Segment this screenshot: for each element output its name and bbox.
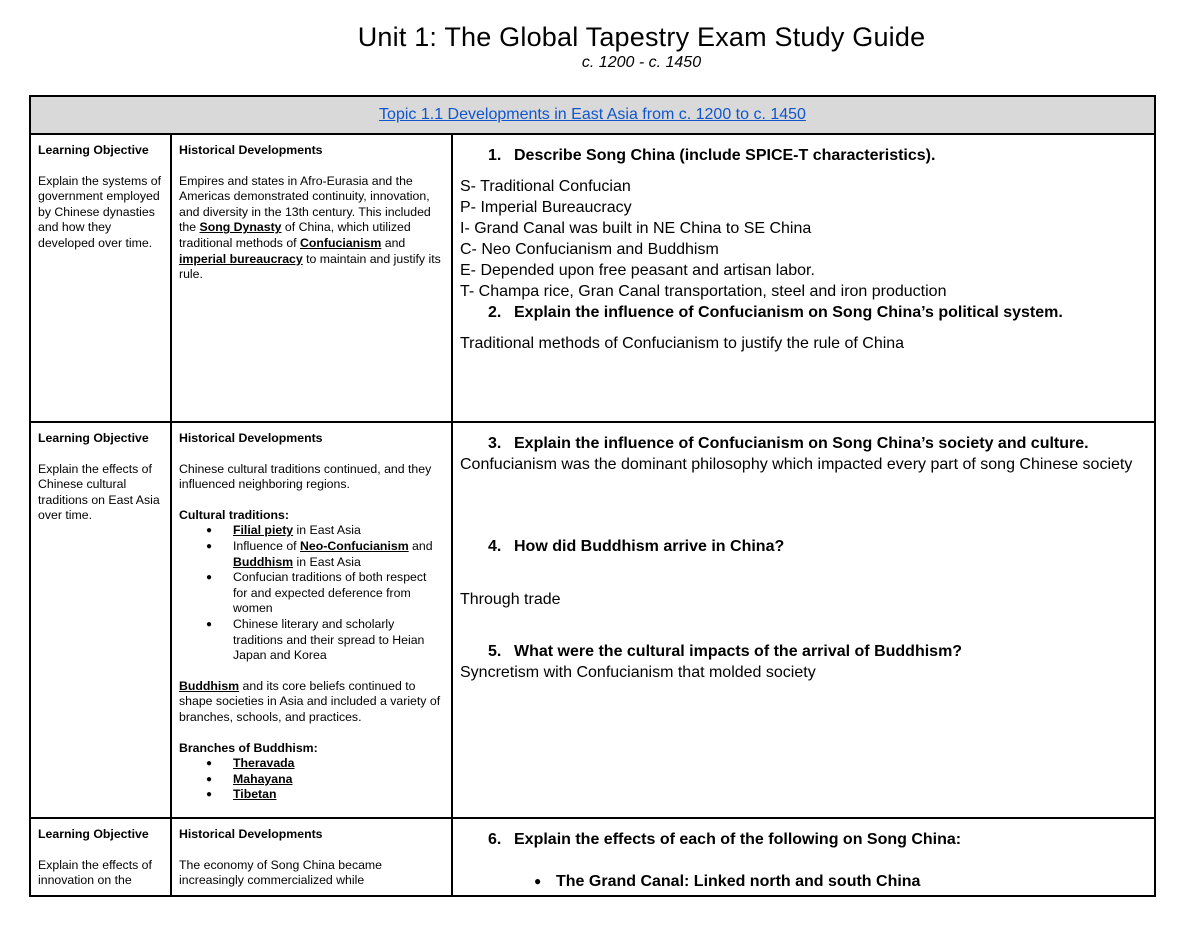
answer-4: Through trade (460, 591, 561, 608)
page-subtitle: c. 1200 - c. 1450 (581, 54, 702, 71)
topic-link[interactable]: Topic 1.1 Developments in East Asia from c. 1200 to c. 1450 (379, 106, 806, 123)
learning-objective-text: Explain the effects of innovation on the (38, 857, 152, 888)
spice-t-answer (460, 176, 1146, 302)
page-title: Unit 1: The Global Tapestry Exam Study Guide (357, 22, 926, 52)
question-6: 6. Explain the effects of each of the following on Song China: (488, 831, 962, 848)
historical-developments-heading: Historical Developments (179, 827, 323, 841)
question-5: 5. What were the cultural impacts of the arrival of Buddhism? (488, 643, 963, 660)
answer-2: Traditional methods of Confucianism to justify the rule of China (460, 335, 905, 352)
topic-header (30, 96, 1155, 134)
learning-objective-heading: Learning Objective (38, 143, 149, 157)
answer-line: P- Imperial Bureaucracy (460, 199, 632, 216)
branches-heading: Branches of Buddhism: (179, 740, 318, 755)
cultural-traditions-heading: Cultural traditions: (179, 507, 289, 522)
learning-objective-text: Explain the systems of government employed by Chinese dynasties and how they developed over time. (38, 173, 162, 250)
branches-list (179, 756, 444, 803)
learning-objective-cell (30, 134, 171, 422)
questions-cell (452, 422, 1155, 818)
learning-objective-heading: Learning Objective (38, 431, 149, 445)
answer-5: Syncretism with Confucianism that molded society (460, 664, 816, 681)
historical-developments-cell (171, 422, 452, 818)
study-guide-table (29, 95, 1156, 897)
questions-cell (452, 134, 1155, 422)
question-1: 1. Describe Song China (include SPICE-T characteristics). (488, 147, 936, 164)
question-4: 4. How did Buddhism arrive in China? (488, 538, 785, 555)
historical-developments-cell (171, 134, 452, 422)
list-item: ● Chinese literary and scholarly traditions and their spread to Heian Japan and Korea (233, 617, 444, 664)
list-item: ● Mahayana (233, 772, 444, 788)
historical-developments-text: Empires and states in Afro-Eurasia and the Americas demonstrated continuity, innovation, and diversity in the 13th century. This included the Song Dynasty of China, which utilized traditional methods of Confucianism and imperial bureaucracy to maintain and justify its rule. (179, 173, 441, 282)
historical-developments-cell (171, 818, 452, 896)
list-item: ● Influence of Neo-Confucianism and Buddhism in East Asia (233, 539, 444, 570)
buddhism-text: Buddhism and its core beliefs continued to shape societies in Asia and included a variety of branches, schools, and practices. (179, 678, 441, 724)
list-item: ● Confucian traditions of both respect for and expected deference from women (233, 570, 444, 617)
answer-line: I- Grand Canal was built in NE China to SE China (460, 220, 812, 237)
list-item: ● Tibetan (233, 787, 444, 803)
learning-objective-cell (30, 818, 171, 896)
answer-3: Confucianism was the dominant philosophy which impacted every part of song Chinese society (460, 456, 1133, 473)
historical-developments-heading: Historical Developments (179, 143, 323, 157)
bullet-grand-canal: ● The Grand Canal: Linked north and south China (460, 871, 1146, 892)
questions-cell (452, 818, 1155, 896)
historical-developments-text: Chinese cultural traditions continued, and they influenced neighboring regions. (179, 461, 432, 492)
term-imperial-bureaucracy: imperial bureaucracy (179, 251, 303, 266)
list-item: ● Filial piety in East Asia (233, 523, 444, 539)
historical-developments-heading: Historical Developments (179, 431, 323, 445)
question-2: 2. Explain the influence of Confucianism on Song China’s political system. (488, 304, 1063, 321)
answer-line: C- Neo Confucianism and Buddhism (460, 241, 719, 258)
cultural-traditions-list (179, 523, 444, 663)
historical-developments-text: The economy of Song China became increasingly commercialized while (179, 857, 383, 888)
answer-line: S- Traditional Confucian (460, 178, 631, 195)
term-confucianism: Confucianism (300, 235, 382, 250)
answer-line: E- Depended upon free peasant and artisan labor. (460, 262, 815, 279)
answer-line: T- Champa rice, Gran Canal transportation, steel and iron production (460, 283, 947, 300)
term-song-dynasty: Song Dynasty (199, 220, 282, 235)
learning-objective-cell (30, 422, 171, 818)
learning-objective-text: Explain the effects of Chinese cultural traditions on East Asia over time. (38, 461, 160, 523)
question-3: 3. Explain the influence of Confucianism on Song China’s society and culture. (488, 435, 1089, 452)
list-item: ● Theravada (233, 756, 444, 772)
learning-objective-heading: Learning Objective (38, 827, 149, 841)
